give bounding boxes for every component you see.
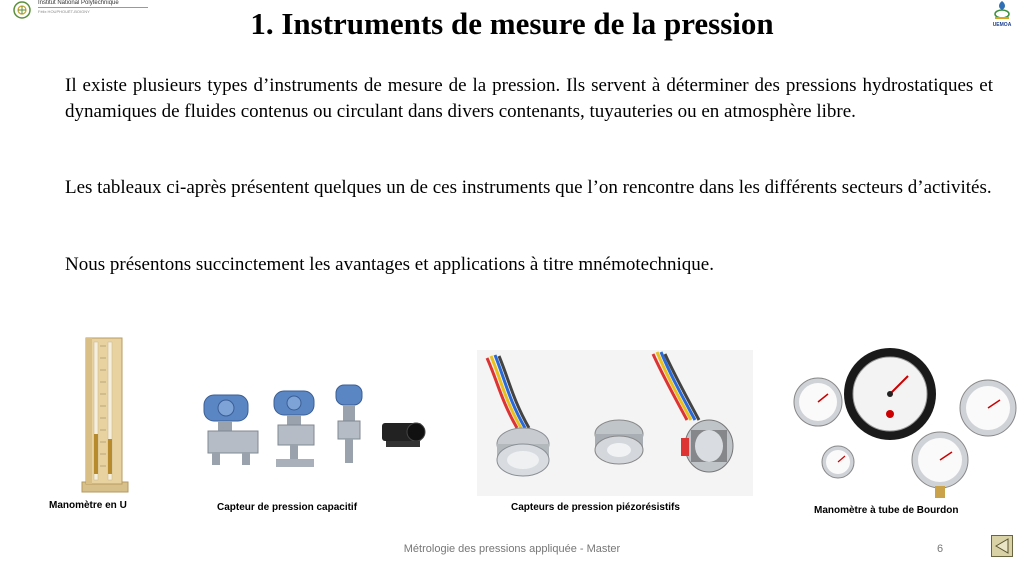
paragraph-1: Il existe plusieurs types d’instruments de mesure de la pression. Ils servent à déterminer des pressions hydrostatiques et dynamiques de fluides contenus ou circulant dans divers contenants, tuyauteries ou en atmosphère libre. [65, 75, 993, 122]
previous-slide-button[interactable] [991, 535, 1013, 557]
capacitive-sensor-image [198, 383, 432, 473]
institution-subtitle: Félix HOUPHOUËT-BOIGNY [38, 9, 90, 14]
caption-piezoresistive-sensors: Capteurs de pression piézorésistifs [511, 502, 680, 513]
page-title: 1. Instruments de mesure de la pression [250, 6, 774, 41]
caption-u-tube-manometer: Manomètre en U [49, 500, 127, 511]
triangle-left-icon [992, 536, 1012, 556]
caption-capacitive-sensor: Capteur de pression capacitif [217, 502, 358, 513]
page-number: 6 [937, 543, 944, 555]
paragraph-3: Nous présentons succinctement les avantages et applications à titre mnémotechnique. [65, 254, 714, 275]
uemoa-label: UEMOA [992, 22, 1012, 28]
footer-text: Métrologie des pressions appliquée - Master [403, 543, 621, 555]
caption-bourdon-gauge: Manomètre à tube de Bourdon [814, 505, 959, 516]
bourdon-gauges-image [790, 342, 1020, 500]
piezoresistive-sensors-image [477, 350, 753, 496]
paragraph-2: Les tableaux ci-après présentent quelques un de ces instruments que l’on rencontre dans les différents secteurs d’activités. [65, 177, 992, 198]
institution-name: Institut National Polytechnique [38, 0, 119, 6]
u-tube-manometer-image [74, 334, 134, 496]
